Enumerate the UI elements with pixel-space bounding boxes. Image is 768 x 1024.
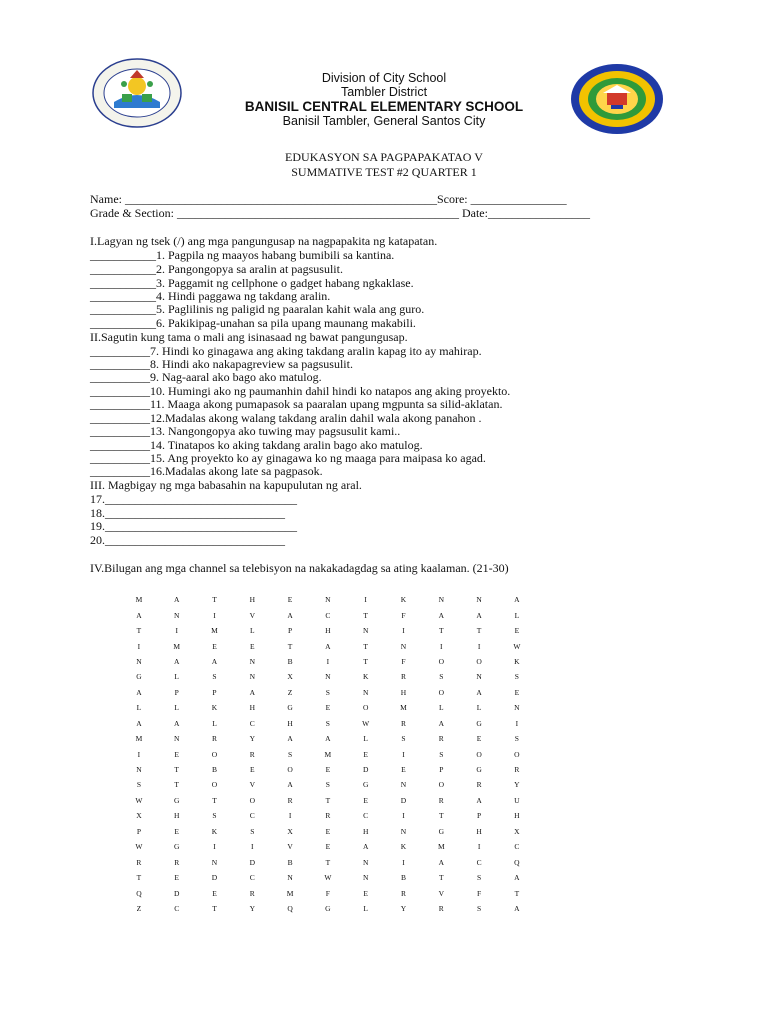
grid-letter[interactable]: O [514,749,520,759]
grid-letter[interactable]: E [325,826,331,836]
grid-letter[interactable]: A [438,857,444,867]
part2-item[interactable]: __________9. Nag-aaral ako bago ako matulog. [90,370,322,384]
deped-seal-logo [92,58,182,128]
grid-letter[interactable]: R [174,857,180,867]
grid-letter[interactable]: R [476,780,482,790]
grid-letter[interactable]: N [476,595,482,605]
grid-letter[interactable]: X [287,826,293,836]
grid-letter[interactable]: A [438,718,444,728]
grid-letter[interactable]: R [287,795,293,805]
grid-letter[interactable]: D [362,765,369,775]
grid-letter[interactable]: M [135,595,143,605]
grid-letter[interactable]: L [249,626,255,636]
grid-letter[interactable]: S [476,873,482,883]
grid-letter[interactable]: S [401,734,406,744]
grid-letter[interactable]: N [136,765,142,775]
grid-letter[interactable]: K [400,842,407,852]
grid-letter[interactable]: S [439,749,444,759]
grid-letter[interactable]: T [325,795,331,805]
grid-letter[interactable]: K [362,672,369,682]
grid-letter[interactable]: N [362,626,369,636]
grid-letter[interactable]: S [250,826,255,836]
grid-letter[interactable]: T [174,765,179,775]
grid-letter[interactable]: Y [514,780,520,790]
grid-letter[interactable]: T [363,610,368,620]
part2-item[interactable]: __________16.Madalas akong late sa pagpasok. [90,464,323,478]
grid-letter[interactable]: N [325,595,331,605]
test-title [200,150,568,180]
grid-letter[interactable]: I [364,595,367,605]
grid-letter[interactable]: M [286,888,294,898]
grid-letter[interactable]: H [287,718,293,728]
test-subtitle: SUMMATIVE TEST #2 QUARTER 1 [291,165,477,179]
grid-letter[interactable]: I [175,626,178,636]
grid-letter[interactable]: T [438,811,444,821]
grid-letter[interactable]: A [287,610,293,620]
grid-letter[interactable]: I [288,811,292,821]
part1-item[interactable]: ___________3. Paggamit ng cellphone o gadget habang ngkaklase. [90,276,414,290]
part3-instruction: III. Magbigay ng mga babasahin na kapupulutan ng aral. [90,478,362,492]
grid-letter[interactable]: V [249,610,255,620]
grid-letter[interactable]: D [211,873,218,883]
grid-letter[interactable]: K [211,703,218,713]
grid-letter[interactable]: R [438,734,444,744]
grid-letter[interactable]: S [325,780,330,790]
grid-letter[interactable]: A [476,610,482,620]
grid-letter[interactable]: I [477,641,481,651]
grid-letter[interactable]: H [325,626,331,636]
grid-letter[interactable]: A [173,656,180,666]
grid-letter[interactable]: G [325,903,331,913]
grid-letter[interactable]: R [514,765,520,775]
grid-letter[interactable]: E [212,641,217,651]
district-line: Tambler District [340,84,428,99]
grid-letter[interactable]: S [212,811,217,821]
grid-letter[interactable]: U [514,795,520,805]
grid-letter[interactable]: B [287,857,293,867]
grid-letter[interactable]: G [438,826,444,836]
grid-letter[interactable]: G [136,672,142,682]
grid-letter[interactable]: K [400,595,407,605]
part1-item[interactable]: ___________6. Pakikipag-unahan sa pila upang maunang makabili. [90,316,416,330]
grid-letter[interactable]: C [514,842,520,852]
grid-letter[interactable]: M [173,641,181,651]
grid-letter[interactable]: F [476,888,482,898]
grid-letter[interactable]: G [476,718,482,728]
grid-letter[interactable]: E [363,888,368,898]
part1-item[interactable]: ___________2. Pangongopya sa aralin at pagsusulit. [90,262,343,276]
grid-letter[interactable]: M [135,734,143,744]
grid-letter[interactable]: C [325,610,331,620]
grid-letter[interactable]: I [137,641,141,651]
grid-letter[interactable]: N [400,780,407,790]
grid-letter[interactable]: I [402,749,405,759]
grid-letter[interactable]: A [136,718,142,728]
grid-letter[interactable]: I [402,857,405,867]
part2-item[interactable]: __________8. Hindi ako nakapagreview sa pagsusulit. [90,357,353,371]
grid-letter[interactable]: E [363,749,368,759]
grid-letter[interactable]: A [173,595,180,605]
grid-letter[interactable]: X [514,826,520,836]
grid-letter[interactable]: T [212,795,217,805]
grid-letter[interactable]: H [362,826,369,836]
grid-letter[interactable]: E [249,765,255,775]
grid-letter[interactable]: R [438,795,444,805]
grid-letter[interactable]: C [249,718,255,728]
grid-letter[interactable]: B [211,765,217,775]
grid-letter[interactable]: I [213,842,216,852]
grid-letter[interactable]: A [514,595,520,605]
grid-letter[interactable]: A [173,718,180,728]
grid-letter[interactable]: E [363,795,368,805]
grid-letter[interactable]: T [212,903,217,913]
part3-item[interactable]: 20.______________________________ [90,533,285,547]
grid-row [120,885,536,900]
word-search-grid [120,592,536,916]
name-score-field[interactable]: Name: ____________________________________________________Score: ________________ [90,192,567,206]
grid-letter[interactable]: N [287,873,293,883]
grid-letter[interactable]: A [362,842,369,852]
grid-letter[interactable]: T [325,857,331,867]
part2-item[interactable]: __________14. Tinatapos ko aking takdang aralin bago ako matulog. [90,438,423,452]
school-name: BANISIL CENTRAL ELEMENTARY SCHOOL [244,99,524,114]
grid-letter[interactable]: X [287,672,293,682]
grid-row [120,638,536,653]
grid-letter[interactable]: P [439,765,444,775]
grid-letter[interactable]: R [400,718,406,728]
grid-letter[interactable]: C [476,857,482,867]
grid-letter[interactable]: W [324,873,332,883]
grid-letter[interactable]: O [211,749,218,759]
grid-letter[interactable]: T [212,595,217,605]
grid-letter[interactable]: L [174,703,179,713]
grid-letter[interactable]: I [515,718,519,728]
grid-letter[interactable]: N [514,703,520,713]
grid-row [120,623,536,638]
grid-letter[interactable]: L [212,718,217,728]
grid-letter[interactable]: B [287,656,293,666]
grid-letter[interactable]: N [249,672,255,682]
grid-letter[interactable]: I [402,626,405,636]
grid-letter[interactable]: R [400,888,406,898]
part1-instruction: I.Lagyan ng tsek (/) ang mga pangungusap na nagpapakita ng katapatan. [90,234,438,248]
grid-letter[interactable]: N [211,857,218,867]
grid-letter[interactable]: Q [136,888,142,898]
grid-row [120,777,536,792]
grid-row [120,746,536,761]
grid-letter[interactable]: D [400,795,407,805]
grid-letter[interactable]: V [287,842,293,852]
grid-letter[interactable]: E [174,749,179,759]
grid-letter[interactable]: H [249,703,255,713]
grid-row [120,731,536,746]
grid-letter[interactable]: O [438,687,444,697]
grid-letter[interactable]: I [326,656,330,666]
part3-item[interactable]: 17.________________________________ [90,492,297,506]
grid-letter[interactable]: N [438,595,444,605]
grid-letter[interactable]: G [476,765,482,775]
grid-letter[interactable]: W [513,641,521,651]
grid-letter[interactable]: P [136,826,141,836]
grid-letter[interactable]: T [514,888,520,898]
grid-letter[interactable]: K [514,656,520,666]
grid-letter[interactable]: E [514,626,520,636]
part2-item[interactable]: __________11. Maaga akong pumapasok sa paaralan upang mgpunta sa silid-aklatan. [90,397,503,411]
grid-letter[interactable]: E [325,765,331,775]
grid-letter[interactable]: R [249,888,255,898]
grid-letter[interactable]: D [249,857,255,867]
grid-letter[interactable]: R [325,811,331,821]
grid-row [120,607,536,622]
grid-row [120,793,536,808]
grid-letter[interactable]: T [136,873,142,883]
grid-letter[interactable]: O [362,703,369,713]
grid-letter[interactable]: T [438,873,444,883]
grid-letter[interactable]: Q [514,857,520,867]
grid-letter[interactable]: Y [249,903,255,913]
part4-instruction: IV.Bilugan ang mga channel sa telebisyon na nakakadagdag sa ating kaalaman. (21-30) [90,561,509,575]
grid-letter[interactable]: E [325,703,331,713]
grid-letter[interactable]: A [211,656,218,666]
grid-letter[interactable]: S [212,672,217,682]
grid-letter[interactable]: T [438,626,444,636]
grid-letter[interactable]: L [136,703,142,713]
grid-letter[interactable]: A [325,734,331,744]
grid-letter[interactable]: A [438,610,444,620]
grid-row [120,654,536,669]
grid-letter[interactable]: L [174,672,179,682]
grid-letter[interactable]: S [439,672,444,682]
part3-item[interactable]: 18.______________________________ [90,506,285,520]
grid-letter[interactable]: Z [136,903,142,913]
grid-letter[interactable]: O [249,795,255,805]
grid-row [120,824,536,839]
grid-letter[interactable]: R [249,749,255,759]
grid-letter[interactable]: I [477,842,481,852]
grid-letter[interactable]: R [136,857,142,867]
grid-letter[interactable]: T [363,656,368,666]
grid-letter[interactable]: L [476,703,482,713]
part1-item[interactable]: ___________1. Pagpila ng maayos habang bumibili sa kantina. [90,248,395,262]
grid-letter[interactable]: E [249,641,255,651]
grid-letter[interactable]: O [211,780,218,790]
subject-title: EDUKASYON SA PAGPAPAKATAO V [285,150,483,164]
part2-item[interactable]: __________10. Humingi ako ng paumanhin dahil hindi ko natapos ang aking proyekto. [90,384,511,398]
grid-letter[interactable]: H [514,811,520,821]
grid-row [120,669,536,684]
grid-row [120,854,536,869]
grid-letter[interactable]: S [476,903,482,913]
grid-letter[interactable]: N [173,734,180,744]
grid-letter[interactable]: F [401,656,406,666]
grid-letter[interactable]: N [136,656,142,666]
grid-letter[interactable]: S [136,780,141,790]
grid-letter[interactable]: I [137,749,141,759]
grid-letter[interactable]: A [476,795,482,805]
grid-letter[interactable]: Z [287,687,293,697]
grid-letter[interactable]: T [287,641,293,651]
grid-letter[interactable]: A [287,734,293,744]
grid-letter[interactable]: A [476,687,482,697]
grid-letter[interactable]: I [251,842,254,852]
grid-letter[interactable]: F [325,888,330,898]
grid-letter[interactable]: E [325,842,331,852]
grid-letter[interactable]: O [476,749,482,759]
grid-letter[interactable]: B [400,873,406,883]
division-line: Division of City School [321,71,447,85]
grid-letter[interactable]: E [476,734,482,744]
grid-letter[interactable]: T [476,626,482,636]
grid-letter[interactable]: Y [400,903,407,913]
grid-row [120,901,536,916]
part2-item[interactable]: __________13. Nangongopya ako tuwing may pagsusulit kami.. [90,424,401,438]
grid-letter[interactable]: A [136,687,142,697]
grid-letter[interactable]: S [514,672,519,682]
grid-letter[interactable]: Y [249,734,255,744]
section-date-field[interactable]: Grade & Section: _______________________________________________ Date:_________________ [90,206,590,220]
part2-item[interactable]: __________15. Ang proyekto ko ay ginagawa ko ng maaga para maipasa ko agad. [90,451,486,465]
grid-letter[interactable]: E [514,687,520,697]
grid-letter[interactable]: L [438,703,444,713]
grid-letter[interactable]: A [249,687,255,697]
grid-row [120,808,536,823]
grid-letter[interactable]: C [249,873,255,883]
grid-letter[interactable]: D [173,888,180,898]
grid-letter[interactable]: S [325,718,330,728]
grid-letter[interactable]: H [173,811,180,821]
grid-letter[interactable]: W [362,718,370,728]
grid-letter[interactable]: E [212,888,217,898]
grid-letter[interactable]: A [325,641,331,651]
grid-letter[interactable]: E [401,765,406,775]
grid-letter[interactable]: N [362,873,369,883]
grid-letter[interactable]: L [514,610,520,620]
grid-letter[interactable]: V [249,780,255,790]
grid-letter[interactable]: O [438,656,444,666]
grid-letter[interactable]: N [325,672,331,682]
grid-letter[interactable]: A [136,610,142,620]
grid-letter[interactable]: P [174,687,179,697]
grid-letter[interactable]: A [287,780,293,790]
grid-letter[interactable]: M [437,842,445,852]
part2-item[interactable]: __________7. Hindi ko ginagawa ang aking takdang aralin kapag ito ay mahirap. [90,344,482,358]
grid-letter[interactable]: P [212,687,217,697]
grid-letter[interactable]: N [400,826,407,836]
grid-letter[interactable]: N [362,687,369,697]
grid-letter[interactable]: L [363,903,368,913]
grid-letter[interactable]: I [440,641,443,651]
grid-letter[interactable]: G [287,703,293,713]
grid-letter[interactable]: P [476,811,482,821]
grid-letter[interactable]: S [288,749,293,759]
school-address: Banisil Tambler, General Santos City [282,114,486,128]
grid-letter[interactable]: N [400,641,407,651]
school-header [200,72,568,129]
grid-letter[interactable]: R [400,672,406,682]
grid-row [120,839,536,854]
grid-letter[interactable]: I [213,610,216,620]
grid-letter[interactable]: S [325,687,330,697]
part2-instruction: II.Sagutin kung tama o mali ang isinasaad ng bawat pangungusap. [90,330,408,344]
grid-letter[interactable]: M [400,703,407,713]
grid-row [120,700,536,715]
grid-letter[interactable]: G [173,842,180,852]
grid-letter[interactable]: Q [287,903,293,913]
grid-letter[interactable]: N [249,656,255,666]
grid-row [120,870,536,885]
grid-letter[interactable]: X [136,811,142,821]
grid-letter[interactable]: E [174,826,179,836]
part1-item[interactable]: ___________5. Paglilinis ng paligid ng paaralan kahit wala ang guro. [90,302,425,316]
grid-letter[interactable]: P [288,626,293,636]
grid-letter[interactable]: C [174,903,180,913]
grid-letter[interactable]: I [402,811,405,821]
grid-letter[interactable]: A [514,873,520,883]
grid-letter[interactable]: T [136,626,142,636]
grid-letter[interactable]: W [135,842,143,852]
grid-row [120,685,536,700]
grid-letter[interactable]: O [438,780,444,790]
grid-letter[interactable]: R [211,734,217,744]
grid-letter[interactable]: O [476,656,482,666]
grid-letter[interactable]: E [174,873,179,883]
school-seal-logo [570,63,664,135]
grid-letter[interactable]: H [249,595,255,605]
grid-letter[interactable]: H [476,826,482,836]
grid-letter[interactable]: O [287,765,293,775]
grid-letter[interactable]: W [135,795,143,805]
grid-letter[interactable]: N [362,857,369,867]
grid-row [120,762,536,777]
grid-letter[interactable]: T [363,641,368,651]
grid-row [120,592,536,607]
grid-letter[interactable]: F [401,610,406,620]
grid-letter[interactable]: S [514,734,519,744]
grid-letter[interactable]: H [400,687,407,697]
part3-item[interactable]: 19.________________________________ [90,519,297,533]
grid-letter[interactable]: M [324,749,332,759]
grid-letter[interactable]: K [211,826,218,836]
grid-row [120,716,536,731]
part2-item[interactable]: __________12.Madalas akong walang takdang aralin dahil wala akong panahon . [90,411,482,425]
grid-letter[interactable]: E [287,595,293,605]
grid-letter[interactable]: N [173,610,180,620]
grid-letter[interactable]: C [249,811,255,821]
part1-item[interactable]: ___________4. Hindi paggawa ng takdang aralin. [90,289,331,303]
grid-letter[interactable]: G [362,780,369,790]
grid-letter[interactable]: N [476,672,482,682]
grid-letter[interactable]: M [211,626,218,636]
grid-letter[interactable]: G [173,795,180,805]
grid-letter[interactable]: C [363,811,369,821]
grid-letter[interactable]: L [363,734,368,744]
grid-letter[interactable]: T [174,780,179,790]
grid-letter[interactable]: V [438,888,444,898]
grid-letter[interactable]: A [514,903,520,913]
grid-letter[interactable]: R [438,903,444,913]
